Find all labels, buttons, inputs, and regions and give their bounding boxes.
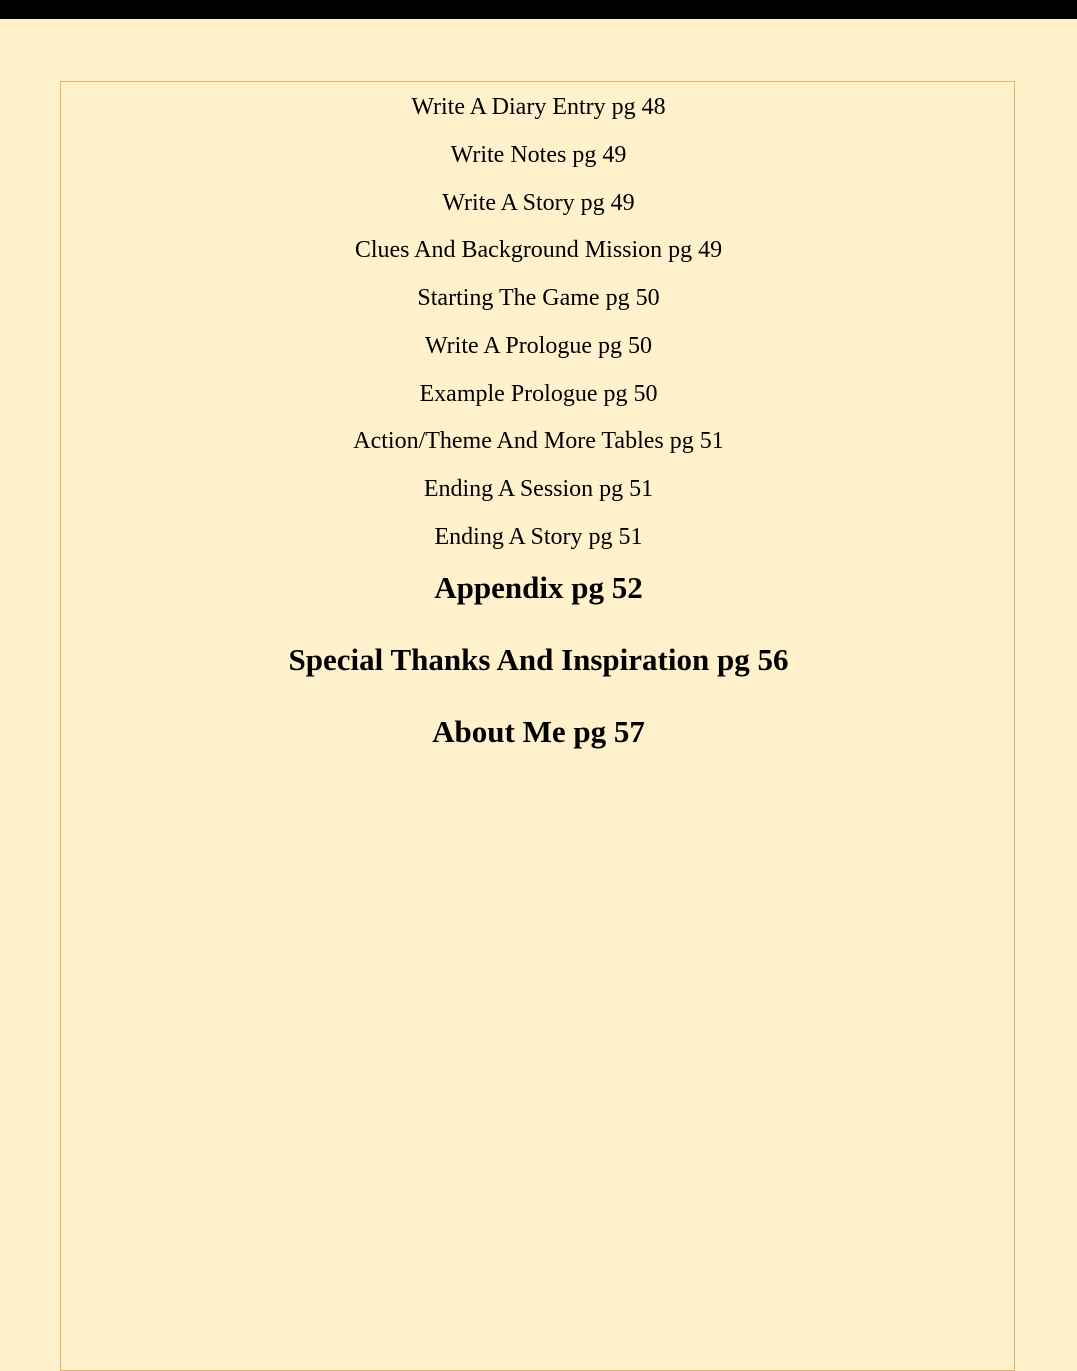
- toc-entry-action-theme-tables: Action/Theme And More Tables pg 51: [353, 428, 724, 454]
- toc-entry-write-a-diary-entry: Write A Diary Entry pg 48: [411, 94, 666, 120]
- toc-entry-example-prologue: Example Prologue pg 50: [419, 381, 658, 407]
- status-bar: [0, 0, 1077, 19]
- toc-entry-special-thanks: Special Thanks And Inspiration pg 56: [288, 642, 789, 677]
- toc-entry-write-a-story: Write A Story pg 49: [442, 190, 635, 216]
- toc-entry-ending-a-session: Ending A Session pg 51: [423, 476, 654, 502]
- toc-entry-about-me: About Me pg 57: [432, 714, 645, 749]
- toc-entry-write-notes: Write Notes pg 49: [450, 142, 627, 168]
- toc-entry-clues-and-background-mission: Clues And Background Mission pg 49: [354, 237, 723, 263]
- toc-entry-ending-a-story: Ending A Story pg 51: [434, 524, 643, 550]
- toc-entry-appendix: Appendix pg 52: [434, 570, 643, 605]
- toc-entry-starting-the-game: Starting The Game pg 50: [417, 285, 660, 311]
- toc-entry-write-a-prologue: Write A Prologue pg 50: [424, 333, 652, 359]
